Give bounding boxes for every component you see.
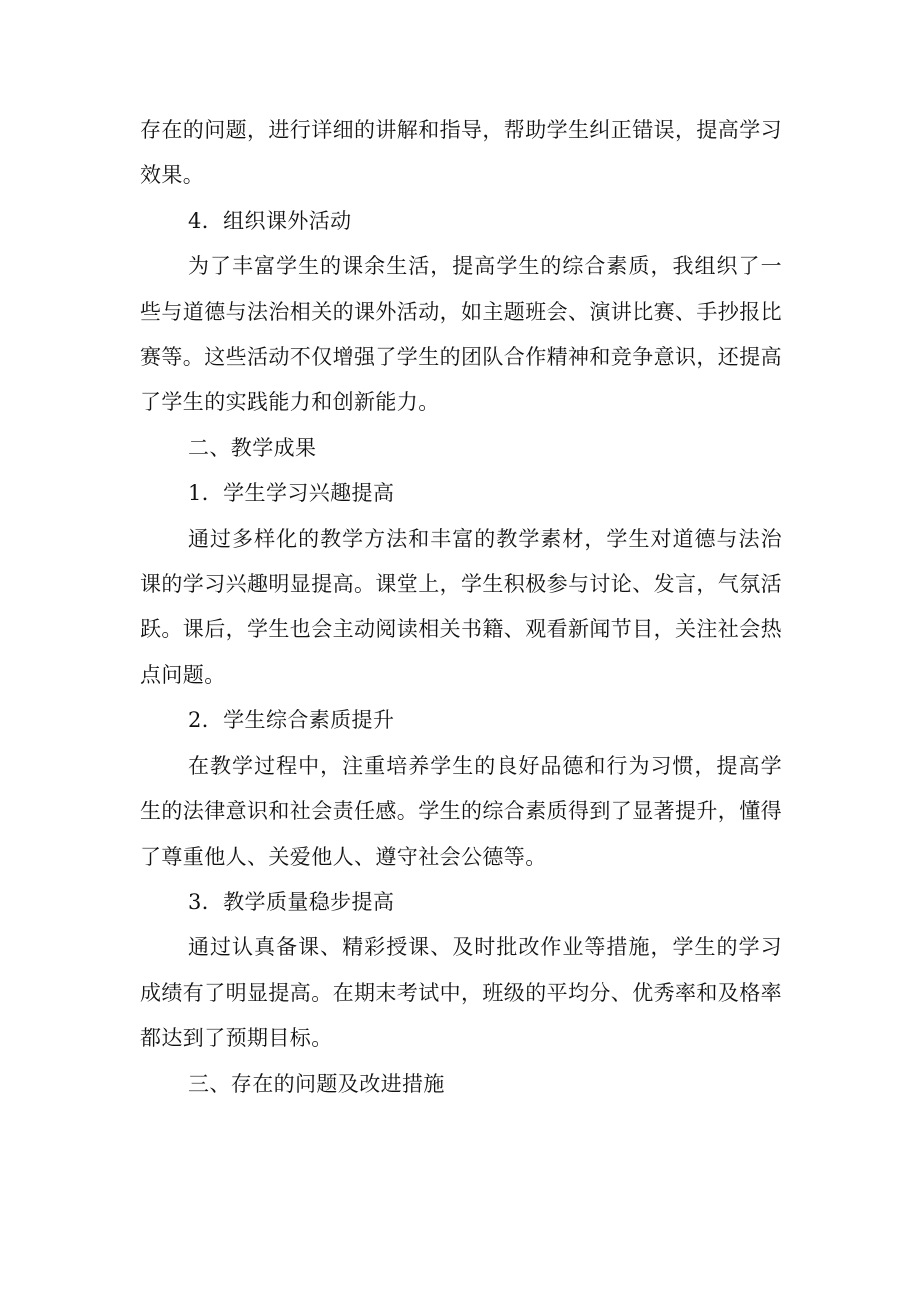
section-heading-interest: 1．学生学习兴趣提高 (188, 481, 395, 506)
chapter-heading-teaching-results: 二、教学成果 (188, 435, 317, 460)
paragraph-teaching-quality: 通过认真备课、精彩授课、及时批改作业等措施，学生的学习成绩有了明显提高。在期末考试中，班级的平均分、优秀率和及格率都达到了预期目标。 (140, 935, 782, 1051)
paragraph-quality: 在教学过程中，注重培养学生的良好品德和行为习惯，提高学生的法律意识和社会责任感。学生的综合素质得到了显著提升，懂得了尊重他人、关爱他人、遵守社会公德等。 (140, 753, 782, 869)
paragraph-continued: 存在的问题，进行详细的讲解和指导，帮助学生纠正错误，提高学习效果。 (140, 118, 782, 188)
document-body (140, 108, 782, 1107)
paragraph-interest: 通过多样化的教学方法和丰富的教学素材，学生对道德与法治课的学习兴趣明显提高。课堂上，学生积极参与讨论、发言，气氛活跃。课后，学生也会主动阅读相关书籍、观看新闻节目，关注社会热点问题。 (140, 526, 782, 687)
chapter-heading-problems: 三、存在的问题及改进措施 (188, 1071, 445, 1096)
section-heading-organize-activities: 4．组织课外活动 (188, 208, 352, 233)
paragraph-activities: 为了丰富学生的课余生活，提高学生的综合素质，我组织了一些与道德与法治相关的课外活动，如主题班会、演讲比赛、手抄报比赛等。这些活动不仅增强了学生的团队合作精神和竞争意识，还提高了学生的实践能力和创新能力。 (140, 254, 782, 415)
section-heading-quality: 2．学生综合素质提升 (188, 708, 395, 733)
section-heading-teaching-quality: 3．教学质量稳步提高 (188, 889, 395, 914)
